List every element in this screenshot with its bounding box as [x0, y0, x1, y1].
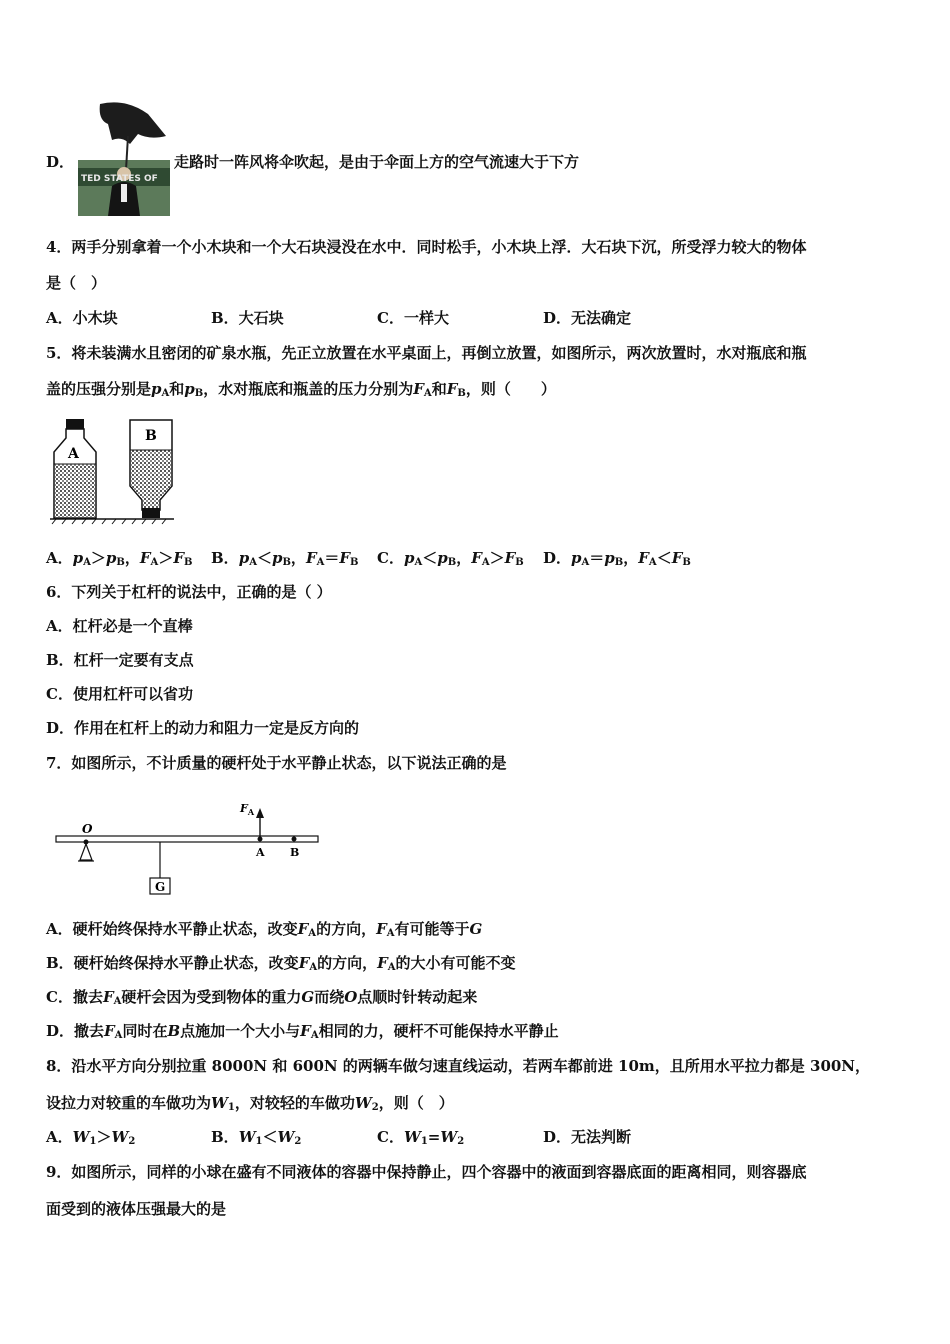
point-b-label: B	[290, 846, 300, 859]
q8-stem-line2: 设拉力对较重的车做功为$W_1$，对较轻的车做功$W_2$，则（ ）	[46, 1094, 454, 1113]
q7-option-a: A．硬杆始终保持水平静止状态，改变$F_A$的方向，$F_A$有可能等于G	[46, 920, 483, 939]
q4-option-a: A．小木块	[46, 309, 118, 327]
q9-stem-line1: 9．如图所示，同样的小球在盛有不同液体的容器中保持静止，四个容器中的液面到容器底面的距离相同，则容器底	[46, 1163, 807, 1181]
force-fa-label: $F_A$	[240, 802, 255, 817]
q5-option-a: A．$p_A>p_B$，$F_A>F_B$	[46, 549, 193, 568]
photo-sign-text: TED STATES OF	[81, 174, 158, 184]
q8-stem-line1: 8．沿水平方向分别拉重 8000N 和 600N 的两辆车做匀速直线运动，若两车都前进 10m，且所用水平拉力都是 300N，	[46, 1057, 871, 1075]
q4-option-d: D．无法确定	[543, 309, 632, 327]
umbrella-photo	[78, 100, 170, 216]
q3-option-d	[46, 152, 74, 172]
q3-option-d-text: 走路时一阵风将伞吹起，是由于伞面上方的空气流速大于下方	[174, 153, 580, 171]
q6-option-d: D．作用在杠杆上的动力和阻力一定是反方向的	[46, 719, 360, 737]
q8-option-b: B．$W_1<W_2$	[211, 1128, 302, 1147]
q9-stem-line2: 面受到的液体压强最大的是	[46, 1200, 227, 1218]
weight-g-label: G	[155, 880, 166, 894]
q7-option-b: B．硬杆始终保持水平静止状态，改变$F_A$的方向，$F_A$的大小有可能不变	[46, 954, 516, 973]
q8-option-c: C．$W_1=W_2$	[377, 1128, 465, 1147]
bottle-b-label: B	[145, 428, 157, 444]
q3-option-d-label: D．	[46, 153, 75, 171]
lever-figure	[52, 798, 324, 898]
q4-option-c: C．一样大	[377, 309, 449, 327]
bottle-a-label: A	[68, 446, 79, 462]
q6-option-a: A．杠杆必是一个直棒	[46, 617, 193, 635]
q4-stem-line1: 4．两手分别拿着一个小木块和一个大石块浸没在水中．同时松手，小木块上浮．大石块下沉，所受浮力较大的物体	[46, 238, 807, 256]
q4-stem-line2: 是（ ）	[46, 274, 107, 292]
q7-stem: 7．如图所示，不计质量的硬杆处于水平静止状态，以下说法正确的是	[46, 754, 507, 772]
q8-option-a: A．$W_1>W_2$	[46, 1128, 136, 1147]
q5-option-c: C．$p_A<p_B$，$F_A>F_B$	[377, 549, 524, 568]
pivot-o-label: O	[82, 822, 93, 836]
point-a-label: A	[256, 846, 265, 859]
q4-option-b: B．大石块	[211, 309, 284, 327]
q5-option-b: B．$p_A<p_B$，$F_A=F_B$	[211, 549, 359, 568]
q7-option-d: D．撤去$F_A$同时在B点施加一个大小与$F_A$相同的力，硬杆不可能保持水平静止	[46, 1022, 559, 1041]
q8-option-d: D．无法判断	[543, 1128, 632, 1146]
bottles-figure	[48, 418, 178, 526]
q5-option-d: D．$p_A=p_B$，$F_A<F_B$	[543, 549, 691, 568]
q6-option-c: C．使用杠杆可以省功	[46, 685, 193, 703]
q5-stem-line2: 盖的压强分别是$p_A$和$p_B$，水对瓶底和瓶盖的压力分别为$F_A$和$F_B$，则（ ）	[46, 380, 556, 399]
q5-stem-line1: 5．将未装满水且密闭的矿泉水瓶，先正立放置在水平桌面上，再倒立放置，如图所示，两次放置时，水对瓶底和瓶	[46, 344, 807, 362]
q6-stem: 6．下列关于杠杆的说法中，正确的是（ ）	[46, 583, 332, 601]
q6-option-b: B．杠杆一定要有支点	[46, 651, 194, 669]
q7-option-c: C．撤去$F_A$硬杆会因为受到物体的重力G而绕O点顺时针转动起来	[46, 988, 478, 1007]
